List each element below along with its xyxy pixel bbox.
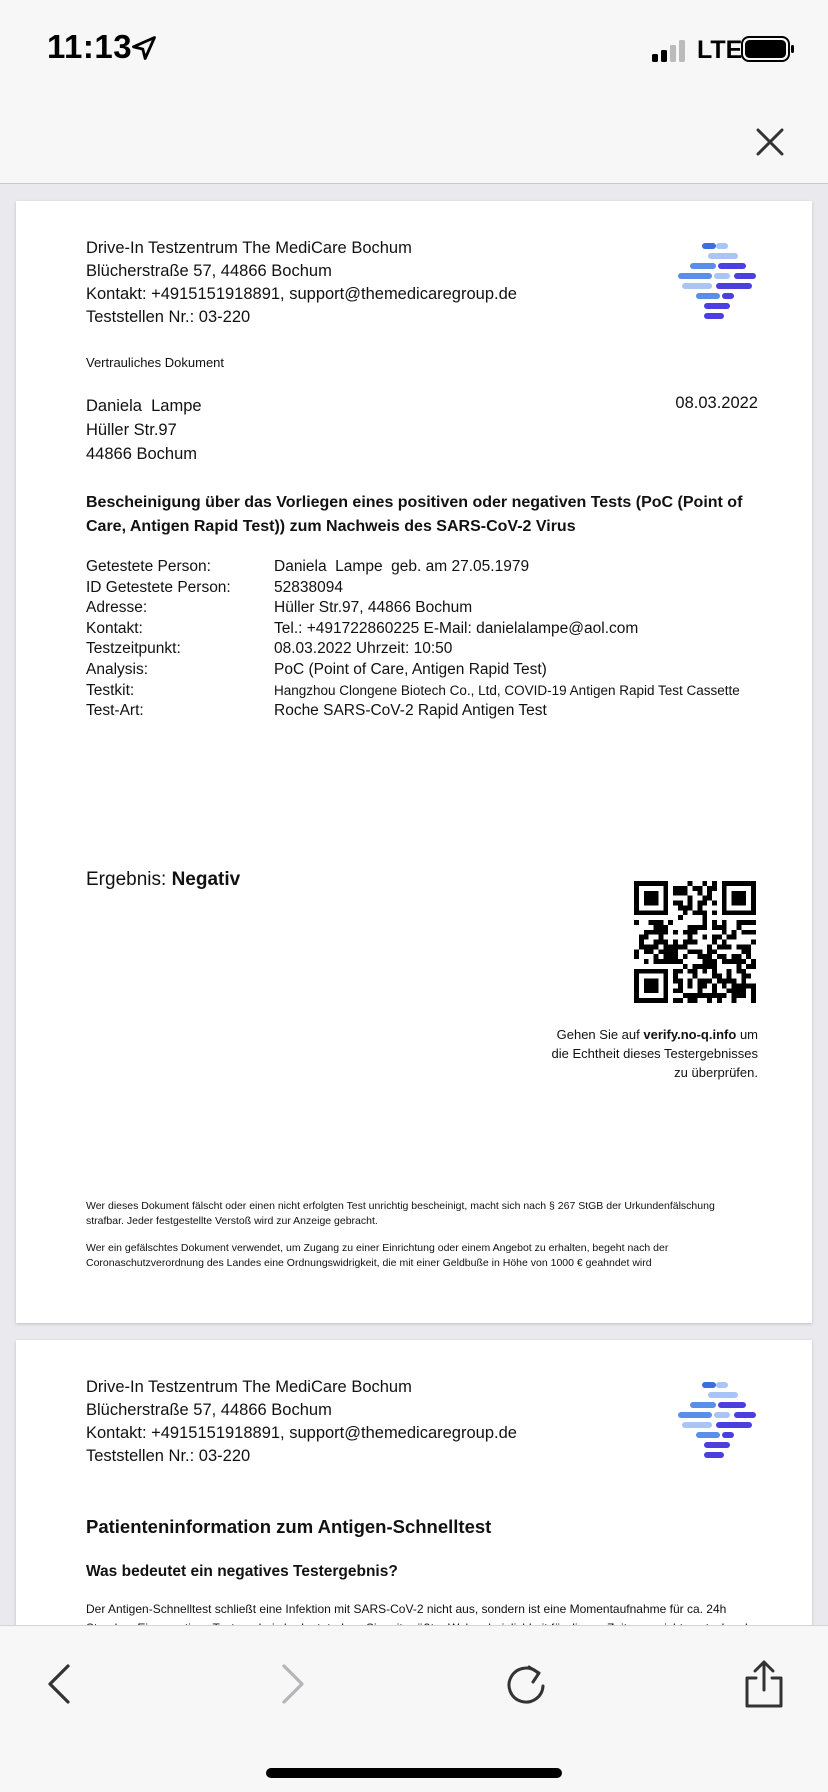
verify-line-3: zu überprüfen. (674, 1065, 758, 1080)
medicare-logo-icon (678, 1382, 756, 1458)
sender-test-site-number: Teststellen Nr.: 03-220 (86, 308, 251, 326)
medicare-logo-icon (678, 243, 756, 319)
forward-chevron-icon[interactable] (264, 1656, 320, 1712)
certificate-title: Bescheinigung über das Vorliegen eines positiven oder negativen Tests (PoC (Point of Care, Antigen Rapid Test)) zum Nachweis des SARS-CoV-2 Virus (86, 494, 743, 535)
document-viewer[interactable] (0, 185, 828, 1625)
qr-code[interactable] (634, 881, 756, 1003)
document-page-1 (16, 201, 812, 1323)
sender-contact: Kontakt: +4915151918891, support@themedicaregroup.de (86, 285, 517, 303)
verify-suffix: um (739, 1027, 758, 1042)
sender-address (86, 1376, 517, 1468)
detail-value: 52838094 (274, 578, 343, 596)
carrier-label: LTE (697, 36, 743, 64)
recipient-city: 44866 Bochum (86, 445, 197, 463)
back-chevron-icon[interactable] (34, 1656, 90, 1712)
legal-notice-forgery: Wer dieses Dokument fälscht oder einen nicht erfolgten Test unrichtig bescheinigt, macht sich nach § 267 StGB der Urkundenfälschung strafbar. Jeder festgestellte Verstoß wird zur Anzeige gebracht. (86, 1200, 715, 1227)
recipient-address (86, 394, 202, 466)
status-bar (0, 0, 828, 100)
detail-row (86, 619, 740, 640)
detail-value: 08.03.2022 Uhrzeit: 10:50 (274, 640, 453, 658)
detail-label: Getestete Person: (86, 558, 211, 575)
detail-label: Test-Art: (86, 702, 144, 720)
viewer-top-bar (0, 100, 828, 184)
verify-link[interactable]: verify.no-q.info (643, 1027, 737, 1042)
detail-value: Hangzhou Clongene Biotech Co., Ltd, COVID-19 Antigen Rapid Test Cassette (274, 682, 740, 698)
cellular-signal-icon (652, 40, 688, 62)
home-indicator[interactable] (266, 1768, 562, 1778)
detail-row (86, 660, 740, 681)
patient-info-subtitle: Was bedeutet ein negatives Testergebnis? (86, 1563, 398, 1580)
recipient-street: Hüller Str.97 (86, 421, 177, 439)
sender-name: Drive-In Testzentrum The MediCare Bochum (86, 1378, 412, 1396)
legal-notice-fine: Wer ein gefälschtes Dokument verwendet, um Zugang zu einer Einrichtung oder einem Angebot zu erhalten, begeht nach der Coronaschutzverordnung des Landes eine Ordnungswidrigkeit, die mit einer Geldbuße in Höhe von 1000 € geahndet wird (86, 1242, 669, 1269)
recipient-name: Daniela Lampe (86, 397, 202, 415)
detail-label: Adresse: (86, 599, 148, 617)
detail-row (86, 639, 740, 660)
detail-row (86, 598, 740, 619)
sender-street: Blücherstraße 57, 44866 Bochum (86, 262, 332, 280)
test-details (86, 557, 740, 722)
detail-value: Hüller Str.97, 44866 Bochum (274, 599, 473, 617)
patient-info-title: Patienteninformation zum Antigen-Schnelltest (86, 1516, 492, 1537)
detail-label: Analysis: (86, 660, 149, 678)
detail-value: PoC (Point of Care, Antigen Rapid Test) (274, 660, 547, 678)
status-time: 11:13 (47, 28, 133, 65)
verify-line-2: die Echtheit dieses Testergebnisses (551, 1046, 758, 1061)
detail-label: Testzeitpunkt: (86, 640, 181, 658)
battery-icon (741, 36, 795, 62)
detail-label: ID Getestete Person: (86, 578, 231, 596)
bottom-toolbar (0, 1625, 828, 1792)
location-arrow-icon (130, 34, 158, 62)
sender-address (86, 237, 517, 329)
detail-row (86, 578, 740, 599)
sender-name: Drive-In Testzentrum The MediCare Bochum (86, 239, 412, 257)
detail-value: Daniela Lampe geb. am 27.05.1979 (274, 558, 530, 575)
detail-row (86, 701, 740, 722)
detail-value: Tel.: +491722860225 E-Mail: danielalampe@aol.com (274, 619, 639, 637)
detail-value: Roche SARS-CoV-2 Rapid Antigen Test (274, 702, 547, 720)
sender-street: Blücherstraße 57, 44866 Bochum (86, 1401, 332, 1419)
share-icon[interactable] (736, 1656, 792, 1712)
reload-icon[interactable] (498, 1656, 554, 1712)
verify-prefix: Gehen Sie auf (556, 1027, 640, 1042)
detail-label: Testkit: (86, 681, 135, 699)
document-date: 08.03.2022 (675, 394, 758, 412)
patient-info-body: Der Antigen-Schnelltest schließt eine Infektion mit SARS-CoV-2 nicht aus, sondern ist eine Momentaufnahme für ca. 24h (86, 1602, 727, 1616)
detail-row (86, 557, 740, 578)
close-icon[interactable] (750, 122, 790, 162)
detail-row (86, 681, 740, 702)
sender-test-site-number: Teststellen Nr.: 03-220 (86, 1447, 251, 1465)
detail-label: Kontakt: (86, 619, 143, 637)
test-result (86, 869, 240, 891)
result-value: Negativ (171, 869, 241, 890)
result-label: Ergebnis: (86, 869, 167, 890)
sender-contact: Kontakt: +4915151918891, support@themedicaregroup.de (86, 1424, 517, 1442)
verify-note (498, 1025, 758, 1082)
confidential-label: Vertrauliches Dokument (86, 355, 225, 370)
